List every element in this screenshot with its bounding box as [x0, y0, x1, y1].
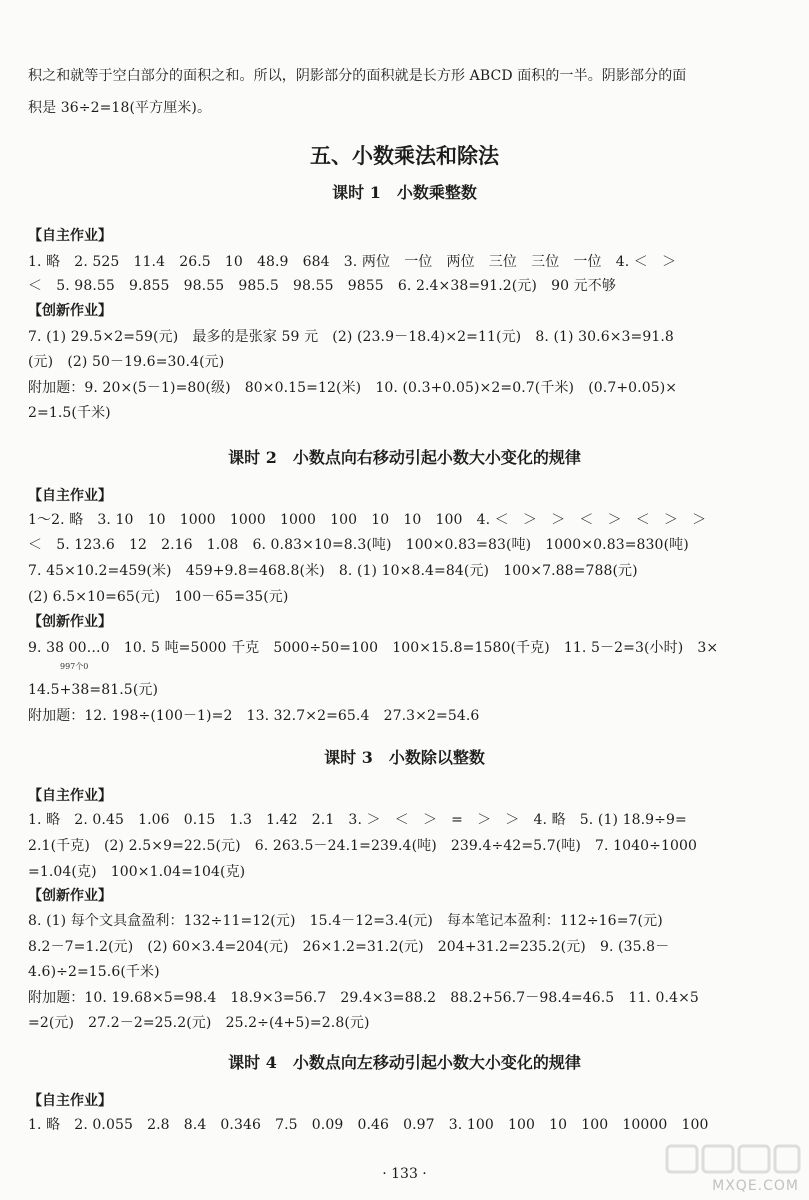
lesson-1-self-line: ＜ 5. 98.55 9.855 98.55 985.5 98.55 9855 6. 2.4×38=91.2(元) 90 元不够 — [28, 278, 616, 294]
lesson-1-self-line: 1. 略 2. 525 11.4 26.5 10 48.9 684 3. 两位 一位 两位 三位 三位 一位 4. ＜ ＞ — [28, 254, 677, 270]
lesson-2-innov-label: 【创新作业】 — [28, 614, 112, 630]
lesson-2-self-line: (2) 6.5×10=65(元) 100－65=35(元) — [28, 589, 289, 605]
chapter-title: 五、小数乘法和除法 — [310, 143, 499, 168]
lesson-1-innov-label: 【创新作业】 — [28, 303, 112, 319]
lesson-3-self-line: =1.04(克) 100×1.04=104(克) — [28, 864, 246, 880]
lesson-4-self-label: 【自主作业】 — [28, 1093, 112, 1109]
watermark-text: MXQE.COM — [712, 1178, 799, 1194]
lesson-2-self-line: ＜ 5. 123.6 12 2.16 1.08 6. 0.83×10=8.3(吨) 100×0.83=83(吨) 1000×0.83=830(吨) — [28, 537, 689, 553]
lesson-1-self-label: 【自主作业】 — [28, 228, 112, 244]
intro-line-2: 积是 36÷2=18(平方厘米)。 — [28, 100, 212, 116]
lesson-3-self-label: 【自主作业】 — [28, 788, 112, 804]
lesson-2-innov-line: 14.5+38=81.5(元) — [28, 682, 159, 698]
page-number: · 133 · — [382, 1166, 427, 1182]
lesson-3-self-line: 1. 略 2. 0.45 1.06 0.15 1.3 1.42 2.1 3. ＞ ＜ ＞ = ＞ ＞ 4. 略 5. (1) 18.9÷9= — [28, 812, 687, 828]
lesson-1-extra-line: 附加题：9. 20×(5－1)=80(级) 80×0.15=12(米) 10. (0.3+0.05)×2=0.7(千米) (0.7+0.05)× — [28, 380, 678, 396]
lesson-1-innov-line: (元) (2) 50－19.6=30.4(元) — [28, 354, 225, 370]
lesson-1-extra-line: 2=1.5(千米) — [28, 405, 111, 421]
lesson-2-extra-line: 附加题：12. 198÷(100－1)=2 13. 32.7×2=65.4 27.3×2=54.6 — [28, 708, 480, 724]
lesson-3-extra-line: 附加题：10. 19.68×5=98.4 18.9×3=56.7 29.4×3=88.2 88.2+56.7－98.4=46.5 11. 0.4×5 — [28, 990, 699, 1006]
intro-line-1: 积之和就等于空白部分的面积之和。所以，阴影部分的面积就是长方形 ABCD 面积的一半。阴影部分的面 — [28, 68, 687, 84]
lesson-3-innov-line: 8. (1) 每个文具盒盈利：132÷11=12(元) 15.4－12=3.4(元) 每本笔记本盈利：112÷16=7(元) — [28, 913, 663, 929]
lesson-2-innov-line: 9. 38 00…0 10. 5 吨=5000 千克 5000÷50=100 100×15.8=1580(千克) 11. 5－2=3(小时) 3× — [28, 640, 719, 656]
lesson-3-innov-line: 8.2－7=1.2(元) (2) 60×3.4=204(元) 26×1.2=31.2(元) 204+31.2=235.2(元) 9. (35.8－ — [28, 939, 670, 955]
lesson-3-self-line: 2.1(千克) (2) 2.5×9=22.5(元) 6. 263.5－24.1=239.4(吨) 239.4÷42=5.7(吨) 7. 1040÷1000 — [28, 838, 698, 854]
lesson-2-title: 课时 2 小数点向右移动引起小数大小变化的规律 — [228, 448, 581, 467]
lesson-4-title: 课时 4 小数点向左移动引起小数大小变化的规律 — [228, 1053, 581, 1072]
lesson-2-self-line: 7. 45×10.2=459(米) 459+9.8=468.8(米) 8. (1) 10×8.4=84(元) 100×7.88=788(元) — [28, 563, 638, 579]
zeros-count-note: 997个0 — [60, 662, 89, 671]
lesson-3-innov-line: 4.6)÷2=15.6(千米) — [28, 964, 160, 980]
lesson-3-title: 课时 3 小数除以整数 — [324, 748, 485, 767]
lesson-2-self-line: 1～2. 略 3. 10 10 1000 1000 1000 100 10 10 100 4. ＜ ＞ ＞ ＜ ＞ ＜ ＞ ＞ — [28, 512, 707, 528]
lesson-1-innov-line: 7. (1) 29.5×2=59(元) 最多的是张家 59 元 (2) (23.9－18.4)×2=11(元) 8. (1) 30.6×3=91.8 — [28, 329, 674, 345]
lesson-4-self-line: 1. 略 2. 0.055 2.8 8.4 0.346 7.5 0.09 0.46 0.97 3. 100 100 10 100 10000 100 — [28, 1117, 709, 1133]
lesson-2-self-label: 【自主作业】 — [28, 488, 112, 504]
lesson-1-title: 课时 1 小数乘整数 — [332, 183, 477, 202]
lesson-3-extra-line: =2(元) 27.2－2=25.2(元) 25.2÷(4+5)=2.8(元) — [28, 1015, 370, 1031]
lesson-3-innov-label: 【创新作业】 — [28, 888, 112, 904]
